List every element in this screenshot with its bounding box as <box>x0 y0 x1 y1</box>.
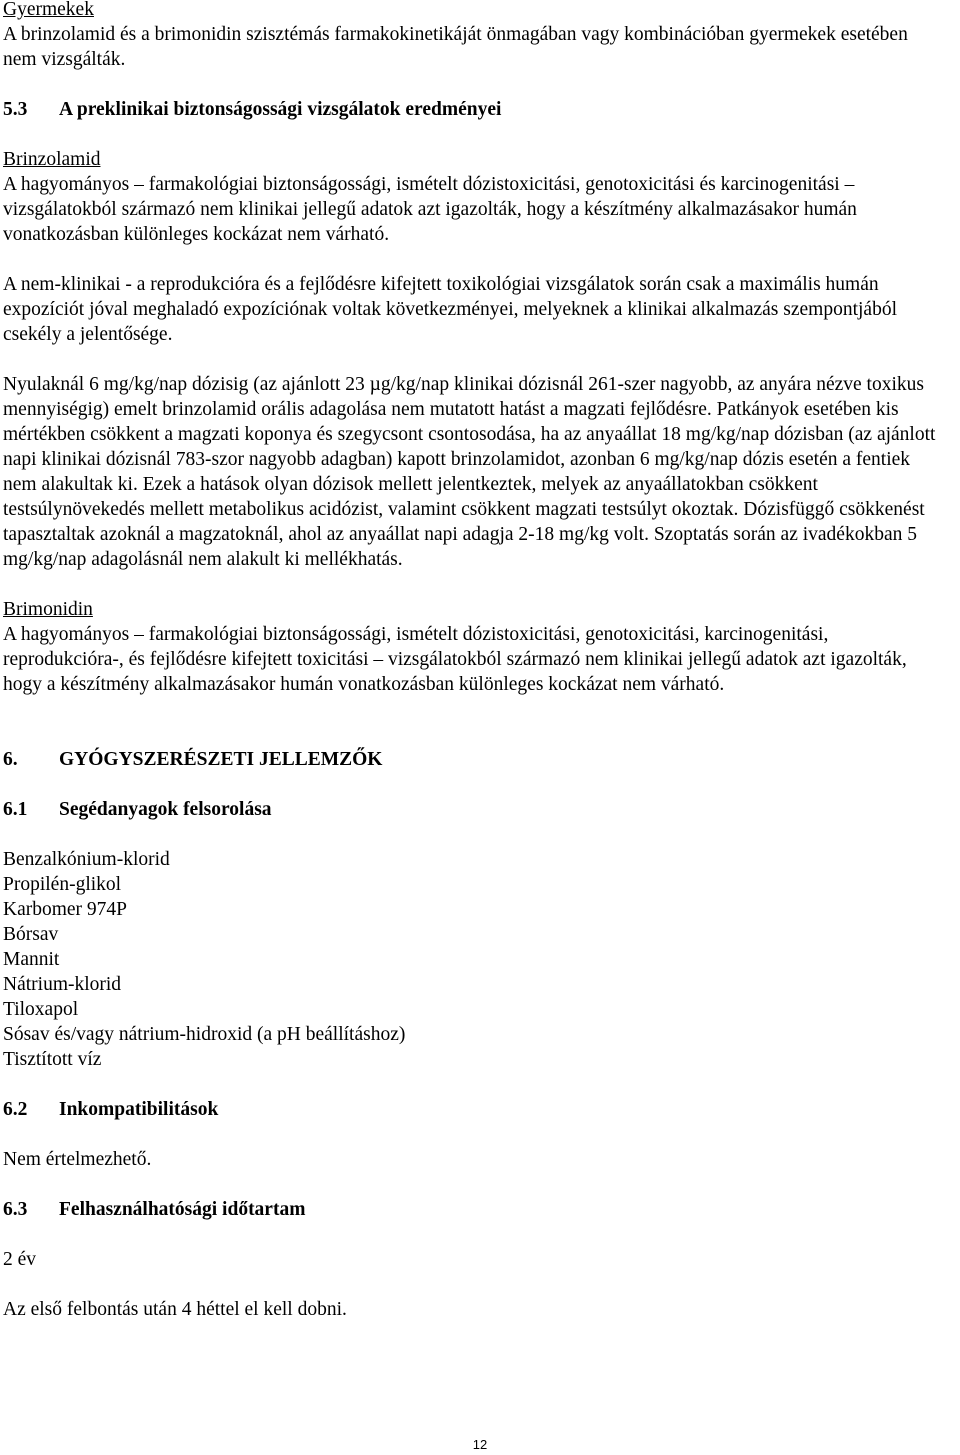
excipient-item: Tisztított víz <box>3 1049 102 1070</box>
excipient-item: Karbomer 974P <box>3 899 128 920</box>
document-page <box>3 0 943 1322</box>
brinzolamide-paragraph-3: Nyulaknál 6 mg/kg/nap dózisig (az ajánlott 23 µg/kg/nap klinikai dózisnál 261-szer nagyobb, az anyára nézve toxikus mennyiségig) emelt brinzolamid orális adagolása nem mutatott hatást a magzati fejlődésre. Patkányok esetében kis mértékben csökkent a magzati koponya és szegycsont csontosodása, ha az anyaállat 18 mg/kg/nap dózisban (az ajánlott napi klinikai dózisnál 783-szor nagyobb adagban) kapott brinzolamidot, azonban 6 mg/kg/nap dózis esetén a fentiek nem alakultak ki. Ezek a hatások olyan dózisok mellett jelentkeztek, melyek az anyaállatokban csökkent testsúlynövekedés mellett metabolikus acidózist, valamint csökkent magzati testsúlyt okoztak. Dózisfüggő csökkenést tapasztaltak azoknál a magzatoknál, ahol az anyaállat napi adagja 2-18 mg/kg volt. Szoptatás során az ivadékokban 5 mg/kg/nap adagolásnál nem alakult ki mellékhatás. <box>3 374 936 570</box>
section-number: 6. <box>3 749 18 770</box>
section-title: Inkompatibilitások <box>59 1099 219 1120</box>
children-heading: Gyermekek <box>3 0 94 20</box>
excipient-item: Nátrium-klorid <box>3 974 122 995</box>
section-6-3-heading <box>3 1197 943 1222</box>
excipient-item: Mannit <box>3 949 60 970</box>
section-5-3-heading <box>3 97 943 122</box>
section-number: 6.2 <box>3 1099 28 1120</box>
excipient-item: Sósav és/vagy nátrium-hidroxid (a pH beállításhoz) <box>3 1024 406 1045</box>
section-6-1-heading <box>3 797 943 822</box>
excipient-item: Propilén-glikol <box>3 874 122 895</box>
shelf-life-value: 2 év <box>3 1249 37 1270</box>
section-6-2-heading <box>3 1097 943 1122</box>
excipient-item: Tiloxapol <box>3 999 79 1020</box>
brimonidine-paragraph-1: A hagyományos – farmakológiai biztonságossági, ismételt dózistoxicitási, genotoxicitási, karcinogenitási, reprodukcióra-, és fejlődésre kifejtett toxicitási – vizsgálatokból származó nem klinikai jellegű adatok azt igazolták, hogy a készítmény alkalmazásakor humán vonatkozásban különleges kockázat nem várható. <box>3 624 907 695</box>
excipient-item: Bórsav <box>3 924 59 945</box>
page-number: 12 <box>472 1437 488 1452</box>
excipient-item: Benzalkónium-klorid <box>3 849 170 870</box>
section-number: 6.1 <box>3 799 28 820</box>
section-title: Segédanyagok felsorolása <box>59 799 272 820</box>
brinzolamide-paragraph-2: A nem-klinikai - a reprodukcióra és a fejlődésre kifejtett toxikológiai vizsgálatok során csak a maximális humán expozíciót jóval meghaladó expozíciónak voltak következményei, melyeknek a klinikai alkalmazás szempontjából csekély a jelentősége. <box>3 274 897 345</box>
section-6-heading <box>3 747 943 772</box>
shelf-life-note: Az első felbontás után 4 héttel el kell dobni. <box>3 1299 347 1320</box>
children-text: A brinzolamid és a brimonidin szisztémás farmakokinetikáját önmagában vagy kombinációban gyermekek esetében nem vizsgálták. <box>3 24 908 70</box>
section-title: GYÓGYSZERÉSZETI JELLEMZŐK <box>59 749 383 770</box>
section-number: 6.3 <box>3 1199 28 1220</box>
brinzolamide-paragraph-1: A hagyományos – farmakológiai biztonságossági, ismételt dózistoxicitási, genotoxicitási és karcinogenitási – vizsgálatokból származó nem klinikai jellegű adatok azt igazolták, hogy a készítmény alkalmazásakor humán vonatkozásban különleges kockázat nem várható. <box>3 174 857 245</box>
section-title: A preklinikai biztonságossági vizsgálatok eredményei <box>59 99 502 120</box>
section-number: 5.3 <box>3 99 28 120</box>
brimonidine-heading: Brimonidin <box>3 599 93 620</box>
brinzolamide-heading: Brinzolamid <box>3 149 101 170</box>
section-title: Felhasználhatósági időtartam <box>59 1199 306 1220</box>
incompatibilities-text: Nem értelmezhető. <box>3 1149 152 1170</box>
excipients-list <box>3 847 943 1072</box>
